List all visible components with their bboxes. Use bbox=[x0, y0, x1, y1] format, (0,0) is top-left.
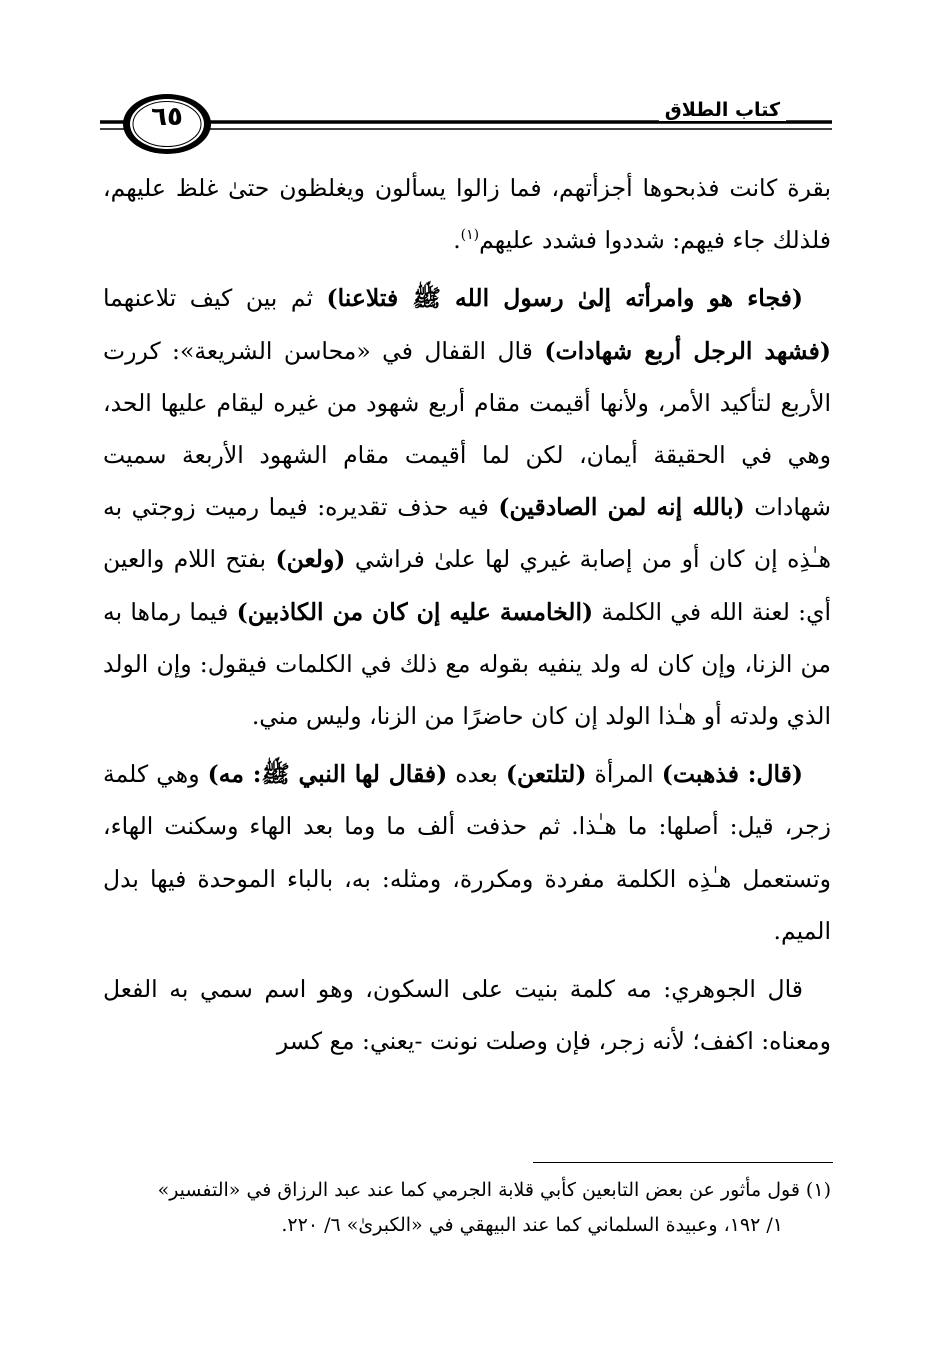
paragraph bbox=[103, 272, 831, 742]
footnote-line: (١) قول مأثور عن بعض التابعين كأبي قلابة الجرمي كما عند عبد الرزاق في «التفسير» bbox=[157, 1179, 831, 1201]
commentary-text: فيه حذف تقديره: فيما رميت زوجتي به هـٰذِه إن كان أو من إصابة غيري لها علىٰ فراشي bbox=[103, 493, 831, 574]
paragraph bbox=[103, 162, 831, 266]
commentary-text: قال القفال في «محاسن الشريعة»: كررت الأربع لتأكيد الأمر، ولأنها أقيمت مقام أربع شهود من غيره ليقام عليها الحد، وهي في الحقيقة أيمان، لكن لما أقيمت مقام الشهود الأربعة سميت شهادات bbox=[103, 336, 832, 522]
paragraph bbox=[103, 963, 831, 1067]
commentary-text: قال الجوهري: مه كلمة بنيت على السكون، وهو اسم سمي به الفعل ومعناه: اكفف؛ لأنه زجر، فإن وصلت نونت -يعني: مع كسر bbox=[103, 975, 831, 1056]
main-text-body bbox=[103, 162, 831, 1067]
commentary-text: ثم بين كيف تلاعنهما bbox=[103, 284, 327, 313]
paragraph bbox=[103, 748, 831, 957]
page-header bbox=[100, 92, 832, 156]
footnote-marker: (١) bbox=[460, 227, 480, 244]
page-number: ٦٥ bbox=[151, 102, 183, 132]
commentary-text: بفتح اللام والعين أي: لعنة الله في الكلمة bbox=[103, 545, 831, 626]
running-head-title: كتاب الطلاق bbox=[659, 99, 786, 121]
footnotes bbox=[103, 1173, 831, 1243]
commentary-text: بعده bbox=[447, 760, 506, 789]
hadith-quote-bold: (فقال لها النبي ﷺ: مه) bbox=[207, 760, 448, 789]
commentary-text: المرأة bbox=[586, 760, 662, 789]
hadith-quote-bold: (الخامسة عليه إن كان من الكاذبين) bbox=[236, 597, 594, 626]
hadith-quote-bold: (ولعن) bbox=[275, 545, 346, 574]
hadith-quote-bold: (فجاء هو وامرأته إلىٰ رسول الله ﷺ فتلاعنا) bbox=[326, 284, 803, 313]
commentary-text: . bbox=[453, 226, 461, 255]
footnote-line: ١/ ١٩٢، وعبيدة السلماني كما عند البيهقي في «الكبرىٰ» ٦/ ٢٢٠. bbox=[281, 1214, 783, 1236]
hadith-quote-bold: (بالله إنه لمن الصادقين) bbox=[498, 493, 745, 522]
commentary-text: بقرة كانت فذبحوها أجزأتهم، فما زالوا يسألون ويغلظون حتىٰ غلظ عليهم، فلذلك جاء فيهم: شددوا فشدد عليهم bbox=[103, 174, 831, 255]
footnote-separator bbox=[533, 1162, 833, 1163]
commentary-text: وهي كلمة زجر، قيل: أصلها: ما هـٰذا. ثم حذفت ألف ما وما بعد الهاء وسكنت الهاء، وتستعمل هـٰذِه الكلمة مفردة ومكررة، ومثله: به، بالباء الموحدة فيها بدل الميم. bbox=[103, 760, 831, 945]
hadith-quote-bold: (قال: فذهبت) bbox=[661, 760, 803, 789]
hadith-quote-bold: (لتلتعن) bbox=[505, 760, 587, 789]
hadith-quote-bold: (فشهد الرجل أربع شهادات) bbox=[544, 336, 831, 365]
commentary-text: فيما رماها به من الزنا، وإن كان له ولد ينفيه بقوله مع ذلك في الكلمات فيقول: وإن الولد الذي ولدته أو هـٰذا الولد إن كان حاضرًا من الزنا، وليس مني. bbox=[103, 597, 831, 731]
